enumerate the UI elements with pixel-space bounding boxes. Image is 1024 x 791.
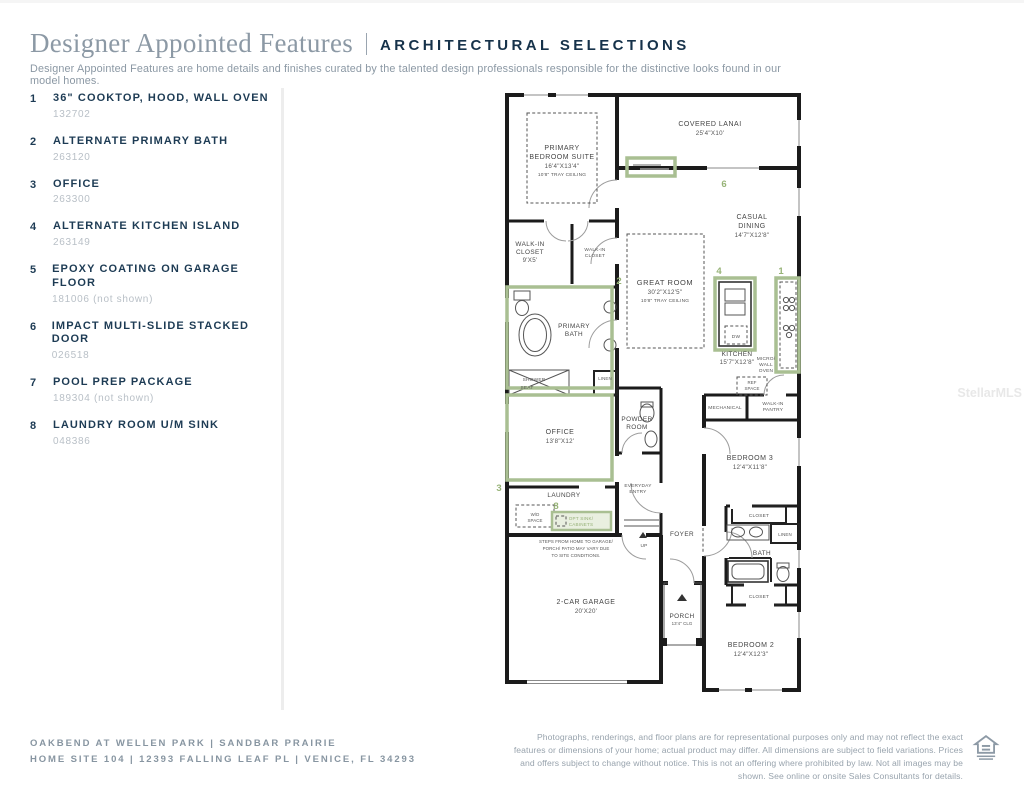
label-linen-2: LINEN bbox=[778, 532, 792, 537]
community-name: OAKBEND AT WELLEN PARK | SANDBAR PRAIRIE bbox=[30, 738, 337, 749]
label-wd-space: W/D bbox=[530, 512, 540, 517]
feature-code: 132702 bbox=[53, 108, 91, 120]
label-kitchen: KITCHEN bbox=[721, 351, 753, 358]
feature-number: 3 bbox=[30, 178, 37, 191]
feature-code: 263120 bbox=[53, 151, 91, 163]
label-ref-space: SPACE bbox=[744, 386, 760, 391]
floor-plan bbox=[494, 88, 826, 708]
label-walk-in-closet-2: WALK-IN bbox=[584, 248, 606, 253]
marker-4: 4 bbox=[716, 266, 722, 277]
feature-code: 026518 bbox=[51, 350, 90, 361]
label-primary-bath: BATH bbox=[564, 331, 584, 338]
label-up: UP bbox=[640, 544, 648, 549]
label-micro-wall-oven: WALL bbox=[759, 363, 773, 368]
feature-title: ALTERNATE PRIMARY BATH bbox=[53, 134, 229, 147]
title-divider bbox=[366, 33, 367, 55]
feature-item bbox=[30, 178, 278, 206]
label-primary-suite: PRIMARY bbox=[544, 145, 580, 152]
label-primary-suite: BEDROOM SUITE bbox=[529, 154, 595, 161]
label-mechanical: MECHANICAL bbox=[708, 406, 742, 411]
feature-number: 5 bbox=[30, 264, 37, 276]
page-title: Designer Appointed Features bbox=[30, 28, 354, 58]
footer-disclaimer: Photographs, renderings, and floor plans are for representational purposes only and may not reflect the exact features or dimensions of your home; actual product may differ. All dimensions are subject to field variations. Prices and offers subject to change without notice. This is not an offering where prohibited by law. Not all images may be shown. See online or onsite Sales Consultants for details. bbox=[513, 732, 963, 781]
feature-title: ALTERNATE KITCHEN ISLAND bbox=[53, 220, 241, 233]
feature-number: 7 bbox=[30, 377, 37, 389]
label-porch-clg: 13'4" CLG bbox=[671, 621, 693, 626]
feature-title: POOL PREP PACKAGE bbox=[53, 376, 193, 388]
label-walk-in-closet-1-dim: 9'X5' bbox=[522, 257, 538, 264]
label-linen-1: LINEN bbox=[598, 376, 612, 381]
label-primary-suite-dim: 16'4"X13'4" bbox=[544, 163, 580, 170]
label-bedroom-3: BEDROOM 3 bbox=[726, 455, 774, 462]
label-covered-lanai: COVERED LANAI bbox=[678, 121, 742, 128]
label-casual-dining: DINING bbox=[738, 223, 766, 230]
label-garage-dim: 20'X20' bbox=[574, 608, 598, 615]
feature-list bbox=[30, 92, 278, 462]
label-bedroom-2-dim: 12'4"X12'3" bbox=[733, 651, 769, 658]
equal-housing-icon bbox=[972, 734, 1000, 762]
highlight-opt-sink bbox=[552, 512, 611, 530]
label-kitchen-dim: 15'7"X12'8" bbox=[719, 359, 755, 366]
feature-title: IMPACT MULTI-SLIDE STACKED DOOR bbox=[51, 319, 250, 346]
label-closet-b: CLOSET bbox=[748, 595, 770, 600]
label-walk-in-pantry: PANTRY bbox=[762, 408, 784, 413]
footer-left bbox=[30, 736, 416, 767]
home-site-address: HOME SITE 104 | 12393 FALLING LEAF PL | VENICE, FL 34293 bbox=[30, 753, 416, 765]
label-great-room: GREAT ROOM bbox=[636, 278, 694, 287]
floor-plan-svg bbox=[494, 88, 826, 708]
label-walk-in-closet-2: CLOSET bbox=[584, 254, 606, 259]
label-great-room-ceiling: 10'8" TRAY CEILING bbox=[640, 299, 690, 304]
label-bedroom-2: BEDROOM 2 bbox=[727, 642, 775, 649]
feature-code: 189304 (not shown) bbox=[53, 392, 154, 404]
label-bedroom-3-dim: 12'4"X11'8" bbox=[732, 464, 768, 471]
label-walk-in-pantry: WALK-IN bbox=[762, 402, 784, 407]
label-opt-sink: OPT SINK/ bbox=[568, 516, 594, 521]
feature-item bbox=[30, 220, 278, 248]
feature-number: 2 bbox=[30, 135, 37, 148]
label-walk-in-closet-1: WALK-IN bbox=[515, 241, 545, 248]
feature-number: 8 bbox=[30, 419, 37, 432]
label-ref-space: REF bbox=[747, 380, 757, 385]
feature-title: 36" COOKTOP, HOOD, WALL OVEN bbox=[53, 92, 269, 104]
feature-title: LAUNDRY ROOM U/M SINK bbox=[53, 418, 220, 431]
label-dw: DW bbox=[731, 335, 741, 340]
feature-item bbox=[30, 320, 278, 362]
windows-and-openings bbox=[504, 92, 802, 693]
label-laundry: LAUNDRY bbox=[547, 492, 581, 499]
label-closet-a: CLOSET bbox=[748, 514, 770, 519]
label-steps-note: STEPS FROM HOME TO GARAGE/ bbox=[539, 539, 613, 544]
marker-8: 8 bbox=[553, 501, 559, 512]
label-garage: 2-CAR GARAGE bbox=[556, 599, 616, 606]
feature-number: 4 bbox=[30, 221, 37, 234]
feature-title: EPOXY COATING ON GARAGE FLOOR bbox=[52, 263, 239, 289]
label-steps-note: PORCH/ PATIO MAY VARY DUE bbox=[542, 546, 610, 551]
label-bath-2: BATH bbox=[752, 550, 772, 557]
feature-item bbox=[30, 92, 278, 120]
label-steps-note: TO SITE CONDITIONS. bbox=[551, 553, 601, 558]
feature-code: 263149 bbox=[53, 237, 91, 248]
feature-code: 263300 bbox=[53, 194, 91, 206]
marker-1: 1 bbox=[778, 266, 784, 277]
mls-watermark: StellarMLS bbox=[957, 386, 1022, 400]
header-description: Designer Appointed Features are home details and finishes curated by the talented design professionals responsible for the distinctive looks found in our model homes. bbox=[30, 63, 781, 87]
marker-6: 6 bbox=[721, 179, 727, 190]
feature-number: 6 bbox=[30, 320, 37, 333]
label-opt-sink: CABINETS bbox=[568, 522, 594, 527]
label-powder-room: POWDER bbox=[621, 416, 653, 423]
label-casual-dining-dim: 14'7"X12'8" bbox=[734, 232, 770, 239]
label-office-dim: 13'8"X12' bbox=[545, 438, 575, 445]
feature-code: 048386 bbox=[53, 435, 91, 447]
label-shower-seat: SEAT bbox=[520, 386, 534, 391]
feature-title: OFFICE bbox=[53, 177, 100, 190]
label-micro-wall-oven: OVEN bbox=[758, 369, 774, 374]
feature-item bbox=[30, 376, 278, 404]
feature-item bbox=[30, 135, 278, 163]
label-covered-lanai-dim: 25'4"X10' bbox=[695, 130, 725, 137]
page-subtitle: ARCHITECTURAL SELECTIONS bbox=[380, 37, 690, 54]
label-shower: SHOWER bbox=[522, 378, 546, 383]
label-porch: PORCH bbox=[669, 613, 695, 620]
feature-code: 181006 (not shown) bbox=[52, 293, 154, 305]
vertical-divider bbox=[281, 88, 284, 710]
label-great-room-dim: 30'2"X12'5" bbox=[647, 289, 683, 296]
label-foyer: FOYER bbox=[669, 531, 695, 538]
marker-3: 3 bbox=[496, 483, 502, 494]
marker-2: 2 bbox=[616, 276, 622, 287]
label-everyday-entry: ENTRY bbox=[629, 490, 647, 495]
feature-item bbox=[30, 419, 278, 447]
label-wd-space: SPACE bbox=[527, 518, 543, 523]
feature-item bbox=[30, 263, 278, 305]
label-walk-in-closet-1: CLOSET bbox=[516, 249, 544, 256]
header bbox=[30, 28, 690, 59]
label-primary-suite-ceiling: 10'8" TRAY CEILING bbox=[537, 173, 587, 178]
label-primary-bath: PRIMARY bbox=[558, 323, 590, 330]
top-strip bbox=[0, 0, 1024, 3]
highlight-primary-bath bbox=[507, 287, 612, 388]
feature-number: 1 bbox=[30, 93, 37, 105]
label-office: OFFICE bbox=[545, 429, 575, 436]
label-powder-room: ROOM bbox=[626, 424, 648, 431]
label-micro-wall-oven: MICRO/ bbox=[756, 357, 776, 362]
label-everyday-entry: EVERYDAY bbox=[624, 484, 652, 489]
label-casual-dining: CASUAL bbox=[736, 214, 768, 221]
